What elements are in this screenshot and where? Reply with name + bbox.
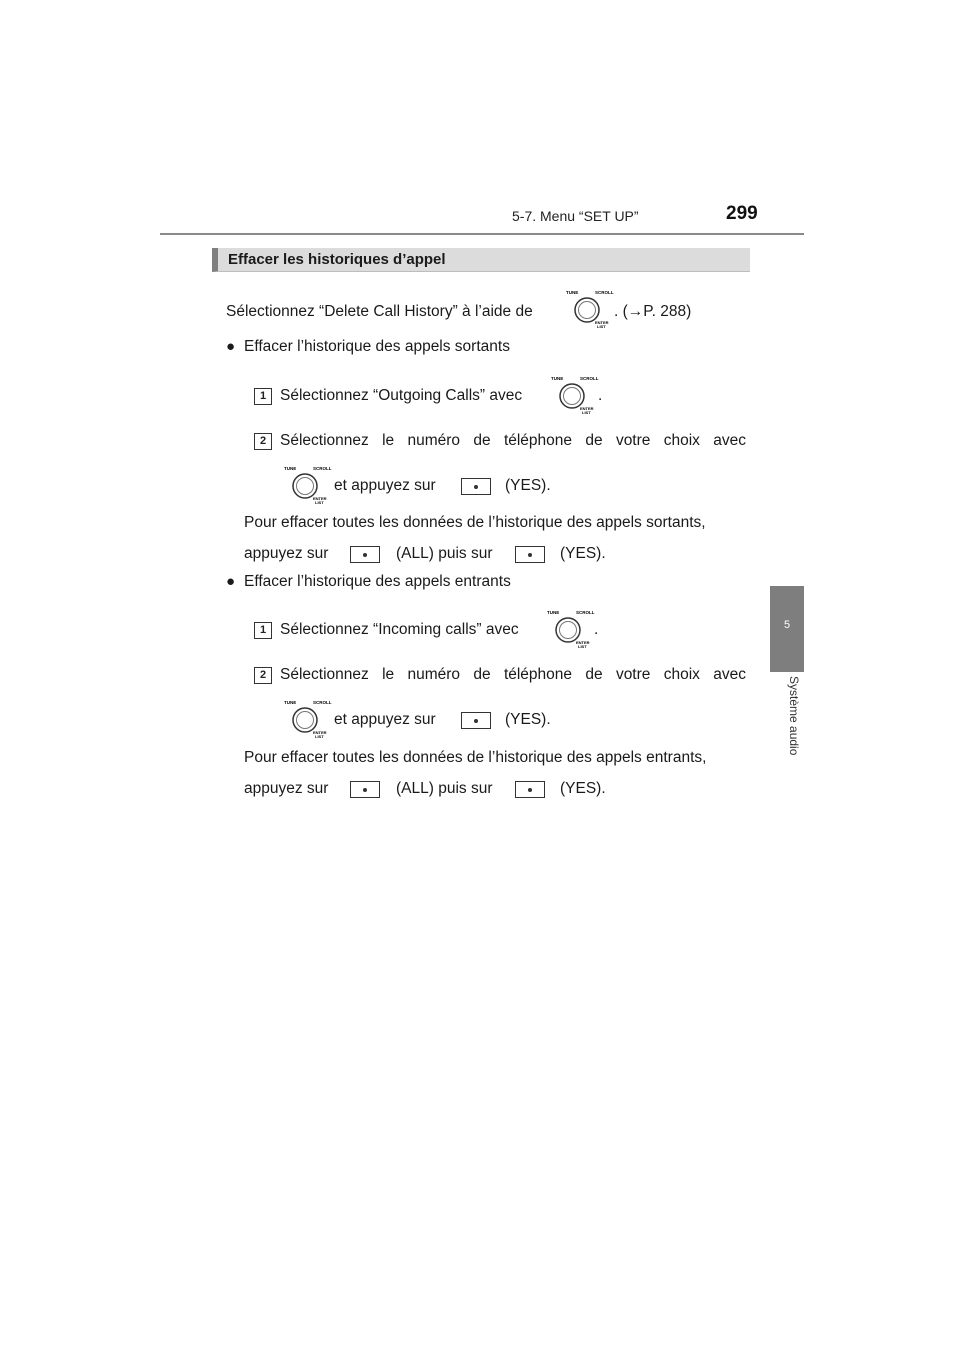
step-number-2: 2	[254, 667, 272, 684]
svg-text:ENTER: ENTER	[313, 730, 327, 735]
svg-text:LIST: LIST	[582, 410, 591, 415]
svg-text:SCROLL: SCROLL	[580, 376, 599, 381]
svg-text:ENTER: ENTER	[595, 320, 609, 325]
section-heading: 5-7. Menu “SET UP”	[512, 208, 639, 224]
outgoing-step2-cont: et appuyez sur	[334, 477, 436, 494]
svg-text:TUNE: TUNE	[284, 700, 297, 705]
svg-text:LIST: LIST	[315, 500, 324, 505]
outgoing-note-a: appuyez sur	[244, 545, 329, 562]
svg-text:TUNE: TUNE	[547, 610, 560, 615]
outgoing-title: Effacer l’historique des appels sortants	[244, 338, 510, 355]
svg-text:SCROLL: SCROLL	[595, 290, 614, 295]
preset-button-icon	[350, 546, 380, 563]
incoming-note-a: appuyez sur	[244, 780, 329, 797]
tune-scroll-knob-icon	[551, 374, 599, 415]
outgoing-step1-text: Sélectionnez “Outgoing Calls” avec	[280, 387, 523, 404]
chapter-label: Système audio	[787, 676, 801, 756]
incoming-title: Effacer l’historique des appels entrants	[244, 573, 511, 590]
svg-text:LIST: LIST	[315, 734, 324, 739]
incoming-note-line1: Pour effacer toutes les données de l’historique des appels entrants,	[244, 749, 707, 766]
header-divider	[160, 233, 804, 235]
tune-scroll-knob-icon	[566, 288, 614, 329]
bullet-icon: ●	[226, 338, 236, 355]
incoming-step1-text: Sélectionnez “Incoming calls” avec	[280, 621, 519, 638]
preset-button-icon	[461, 712, 491, 729]
step-number-1: 1	[254, 388, 272, 405]
svg-text:SCROLL: SCROLL	[576, 610, 595, 615]
svg-text:TUNE: TUNE	[284, 466, 297, 471]
tune-scroll-knob-icon	[284, 698, 332, 739]
outgoing-step1-end: .	[598, 387, 603, 404]
preset-button-icon	[515, 546, 545, 563]
bullet-icon: ●	[226, 573, 236, 590]
svg-text:SCROLL: SCROLL	[313, 466, 332, 471]
page-number: 299	[726, 203, 758, 224]
preset-button-icon	[461, 478, 491, 495]
svg-text:LIST: LIST	[578, 644, 587, 649]
incoming-note-b: (ALL) puis sur	[396, 780, 493, 797]
intro-reference: . (→P. 288)	[614, 303, 692, 320]
outgoing-step2-end: (YES).	[505, 477, 551, 494]
outgoing-note-b: (ALL) puis sur	[396, 545, 493, 562]
chapter-number: 5	[783, 619, 791, 631]
svg-text:ENTER: ENTER	[313, 496, 327, 501]
tune-scroll-knob-icon	[547, 608, 595, 649]
chapter-tab	[770, 586, 804, 672]
outgoing-note-c: (YES).	[560, 545, 606, 562]
step-number-2: 2	[254, 433, 272, 450]
step-number-1: 1	[254, 622, 272, 639]
svg-text:LIST: LIST	[597, 324, 606, 329]
svg-text:ENTER: ENTER	[580, 406, 594, 411]
preset-button-icon	[515, 781, 545, 798]
tune-scroll-knob-icon	[284, 464, 332, 505]
intro-text: Sélectionnez “Delete Call History” à l’aide de	[226, 303, 533, 320]
preset-button-icon	[350, 781, 380, 798]
outgoing-note-line1: Pour effacer toutes les données de l’historique des appels sortants,	[244, 514, 706, 531]
svg-text:TUNE: TUNE	[566, 290, 579, 295]
incoming-note-c: (YES).	[560, 780, 606, 797]
svg-text:TUNE: TUNE	[551, 376, 564, 381]
section-title: Effacer les historiques d’appel	[228, 251, 446, 268]
section-title-bar	[212, 248, 750, 272]
incoming-step2-text: Sélectionnez le numéro de téléphone de votre choix avec	[280, 666, 746, 683]
svg-text:ENTER: ENTER	[576, 640, 590, 645]
incoming-step2-cont: et appuyez sur	[334, 711, 436, 728]
incoming-step1-end: .	[594, 621, 599, 638]
outgoing-step2-text: Sélectionnez le numéro de téléphone de votre choix avec	[280, 432, 746, 449]
svg-text:SCROLL: SCROLL	[313, 700, 332, 705]
incoming-step2-end: (YES).	[505, 711, 551, 728]
